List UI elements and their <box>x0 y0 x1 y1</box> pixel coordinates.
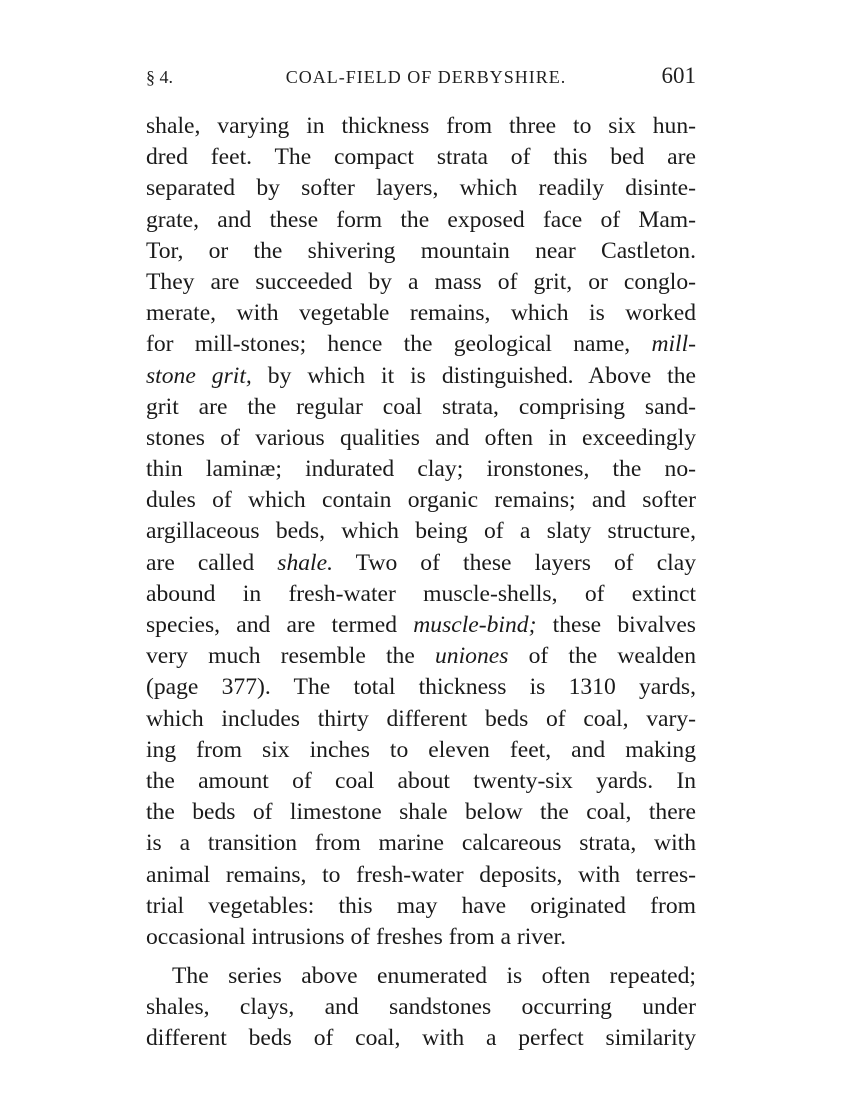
text-line: different beds of coal, with a perfect similarity <box>146 1025 696 1052</box>
text-line: occasional intrusions of freshes from a river. <box>146 923 566 950</box>
text-line: The series above enumerated is often repeated; <box>172 963 696 990</box>
text-line: the beds of limestone shale below the coal, there <box>146 799 696 826</box>
text-line: ing from six inches to eleven feet, and making <box>146 736 696 763</box>
text-line: trial vegetables: this may have originated from <box>146 892 696 919</box>
paragraph-2 <box>146 961 696 1055</box>
text-line: grit are the regular coal strata, comprising sand- <box>146 393 696 420</box>
text-line: dred feet. The compact strata of this bed are <box>146 144 696 171</box>
text-line: argillaceous beds, which being of a slaty structure, <box>146 518 696 545</box>
text-line <box>146 548 696 579</box>
text-segment: species, and are termed <box>146 612 398 638</box>
text-line: dules of which contain organic remains; and softer <box>146 487 696 514</box>
text-line: animal remains, to fresh-water deposits, with terres- <box>146 861 696 888</box>
text-line: (page 377). The total thickness is 1310 yards, <box>146 674 696 701</box>
text-line: merate, with vegetable remains, which is worked <box>146 300 696 327</box>
text-segment: of the wealden <box>528 643 696 670</box>
text-line: abound in fresh-water muscle-shells, of extinct <box>146 580 696 607</box>
text-line: the amount of coal about twenty-six yards. In <box>146 767 696 794</box>
text-line <box>146 329 696 360</box>
text-line: thin laminæ; indurated clay; ironstones, the no- <box>146 456 696 483</box>
text-line: They are succeeded by a mass of grit, or conglo- <box>146 268 696 295</box>
body-text <box>146 111 696 1055</box>
text-line <box>146 641 696 672</box>
chapter-heading: COAL-FIELD OF DERBYSHIRE. <box>285 67 567 87</box>
italic-term: shale. <box>277 549 333 576</box>
running-head <box>146 63 696 93</box>
text-line: grate, and these form the exposed face of Mam- <box>146 206 696 233</box>
text-line: which includes thirty different beds of coal, vary- <box>146 705 696 732</box>
text-line: shale, varying in thickness from three to six hun- <box>146 113 696 139</box>
italic-term: muscle-bind; <box>413 612 537 638</box>
italic-term: mill- <box>651 331 696 358</box>
text-segment: for mill-stones; hence the geological name, <box>146 331 631 358</box>
italic-term: stone grit, <box>146 362 252 389</box>
text-line <box>146 361 696 392</box>
text-segment: very much resemble the <box>146 643 415 670</box>
text-line: stones of various qualities and often in exceedingly <box>146 424 696 451</box>
text-segment: these bivalves <box>552 612 696 638</box>
text-line: separated by softer layers, which readily disinte- <box>146 175 696 202</box>
text-segment: by which it is distinguished. Above the <box>267 362 696 389</box>
text-segment: Two of these layers of clay <box>355 549 696 576</box>
text-line <box>146 610 696 641</box>
page-number: 601 <box>661 63 696 88</box>
paragraph-gap <box>146 953 696 961</box>
text-line: is a transition from marine calcareous strata, with <box>146 830 696 857</box>
text-segment: are called <box>146 549 255 576</box>
text-line: Tor, or the shivering mountain near Castleton. <box>146 237 696 264</box>
paragraph-1 <box>146 111 696 953</box>
text-line: shales, clays, and sandstones occurring under <box>146 994 696 1021</box>
section-number: § 4. <box>146 67 173 87</box>
italic-term: uniones <box>435 643 509 670</box>
